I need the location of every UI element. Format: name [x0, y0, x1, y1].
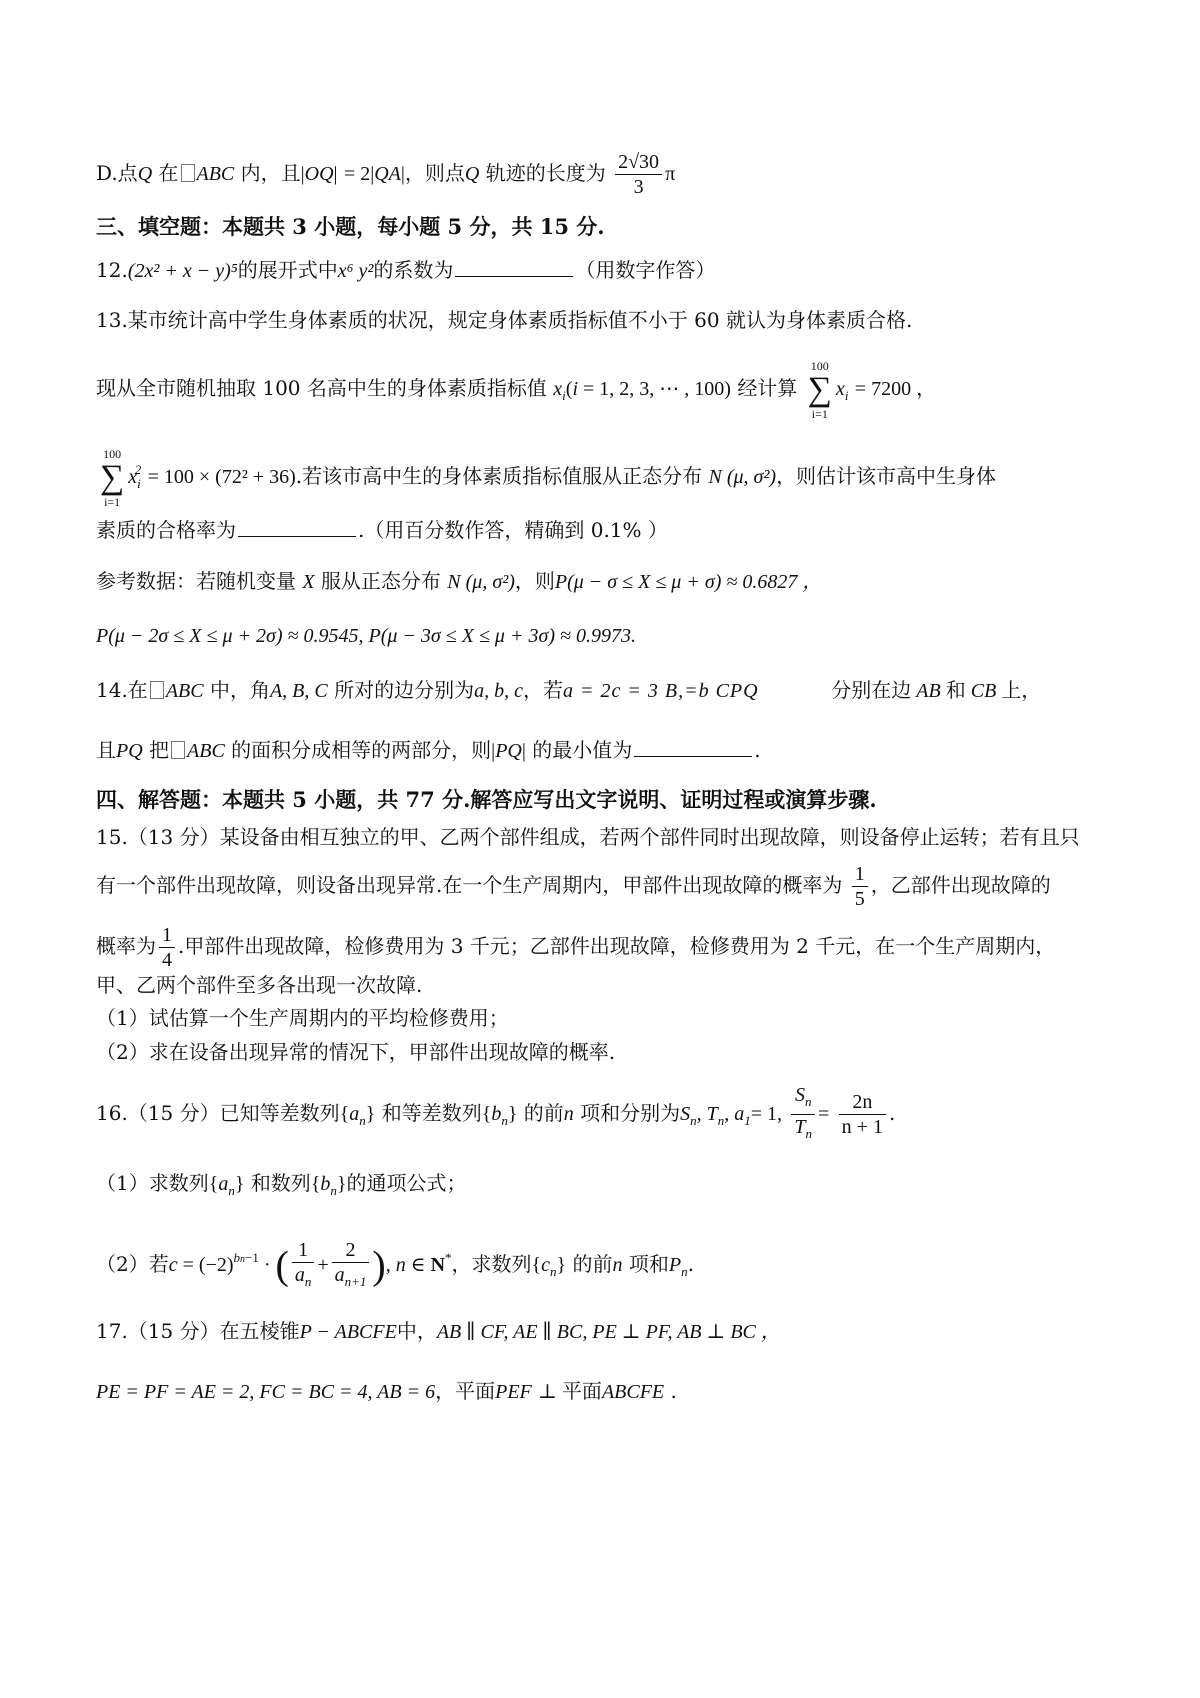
q13-sum2: 100 ∑ i=1 — [100, 446, 125, 509]
q13-line2c: = 7200 ， — [854, 378, 937, 400]
q13-line5e: P(μ − σ ≤ X ≤ μ + σ) ≈ 0.6827 ， — [554, 571, 823, 593]
q12-term: x⁶ y² — [337, 260, 374, 282]
q13-line6 — [96, 620, 1104, 651]
q16-line2b: 和数列 — [250, 1171, 311, 1195]
q13-line3b: .若该市高中生的身体素质指标值服从正态分布 — [295, 464, 703, 488]
q13-line4 — [96, 515, 1104, 545]
q17-line2b: ，平面 — [435, 1379, 496, 1403]
q16-line1e: = 1, — [750, 1103, 783, 1125]
q11d-label: D.点 — [96, 161, 138, 185]
q14-text4: ，若 — [522, 678, 563, 702]
q16-line3d: 项和 — [628, 1252, 669, 1276]
q13-line5a: 参考数据：若随机变量 — [96, 569, 296, 593]
q16-line3e: . — [687, 1252, 694, 1276]
q12 — [96, 255, 1104, 286]
q13-sum1-bot: i=1 — [811, 406, 828, 421]
q12-text3: （用数字作答） — [575, 258, 716, 282]
q14-text2: 中，角 — [209, 678, 270, 702]
triangle-glyph-icon — [171, 741, 185, 759]
q16-term2: $\frac{2}{a_{n+1}}$ — [332, 1238, 370, 1294]
q15-line4: 甲、乙两个部件至多各出现一次故障. — [96, 973, 423, 997]
q16-line1: 16.（15 分）已知等差数列$\{a_n\}$ 和等差数列$\{b_n\}$ 的前n 项和分别为$S_n$, $T_n$, $a_1= 1$, $\frac{S_n}{T_n}$ = $\frac{2n}{n + 1}$ . — [96, 1083, 1104, 1151]
q14-line2a: 且 — [96, 738, 116, 762]
q17-line1b: P − ABCFE — [299, 1321, 397, 1343]
q13-line5c: N (μ, σ²) — [447, 571, 515, 593]
triangle-glyph-icon — [150, 681, 164, 699]
q11d-fraction — [615, 150, 662, 199]
q16-line3a: （2）若 — [96, 1252, 169, 1276]
q17-line1 — [96, 1316, 1104, 1347]
q16-line2: （1）求数列$\{a_n\}$ 和数列$\{b_n\}$的通项公式； — [96, 1171, 467, 1198]
q17-line2 — [96, 1376, 1104, 1407]
q11d-pi: π — [665, 163, 676, 185]
q17-line2d: ⊥ 平面 — [538, 1381, 602, 1403]
q17-line2e: ABCFE — [601, 1381, 665, 1403]
q14-text6: 和 — [945, 678, 966, 702]
q14-garbled-math: a = 2c = 3 B,=b CPQ — [562, 680, 759, 702]
q16-term1: $\frac{1}{a_n}$ — [292, 1238, 315, 1294]
q14-line2c: 的面积分成相等的两部分，则 — [231, 738, 492, 762]
q14-line2e: . — [754, 738, 761, 762]
section3-title: 三、填空题：本题共 3 小题，每小题 5 分，共 15 分. — [96, 214, 605, 239]
section4-title: 四、解答题：本题共 5 小题，共 77 分.解答应写出文字说明、证明过程或演算步骤. — [96, 787, 877, 812]
q14-text3: 所对的边分别为 — [334, 678, 475, 702]
q16-line1d: 项和分别为 — [580, 1101, 681, 1125]
q17-line1a: 17.（15 分）在五棱锥 — [96, 1319, 300, 1343]
q16-line2c: 的通项公式； — [346, 1171, 467, 1195]
q16-frac-num: 2n — [839, 1090, 886, 1115]
q16-line1a: 16.（15 分）已知等差数列 — [96, 1101, 340, 1125]
q13-line4b: .（用百分数作答，精确到 0.1% ） — [358, 518, 668, 542]
q13-line5: 参考数据：若随机变量 X 服从正态分布 N (μ, σ²)，则P(μ − σ ≤ X ≤ μ + σ) ≈ 0.6827 ， — [96, 569, 823, 593]
q16-line1b: 和等差数列 — [381, 1101, 482, 1125]
q17-line2a: PE = PF = AE = 2, FC = BC = 4, AB = 6 — [96, 1381, 436, 1403]
q13-line5b: 服从正态分布 — [320, 569, 441, 593]
q11d-num: 2√30 — [615, 150, 662, 175]
q16-fraction — [839, 1090, 886, 1139]
q15-prob-a-num: 1 — [852, 862, 868, 887]
q15-prob-a — [852, 862, 868, 911]
q13-sum1: 100 ∑ i=1 — [807, 358, 832, 421]
q17-line2c: PEF — [495, 1381, 532, 1403]
q15-line3b: .甲部件出现故障，检修费用为 3 千元；乙部件出现故障，检修费用为 2 千元，在一个生产周期内， — [178, 934, 1056, 958]
q13-line6-text: P(μ − 2σ ≤ X ≤ μ + 2σ) ≈ 0.9545, P(μ − 3σ ≤ X ≤ μ + 3σ) ≈ 0.9973. — [96, 625, 636, 647]
q14-line1: 14.在 ABC 中，角A, B, C 所对的边分别为a, b, c，若a = 2c = 3 B,=b CPQ 分别在边 AB 和 CB 上， — [96, 678, 1042, 702]
q17-line1c: 中， — [396, 1319, 437, 1343]
q16-frac-den: n + 1 — [841, 1116, 883, 1138]
q13-line3: 100 ∑ i=1 $x_i^2 = 100 \times (72^2 + 36)$.若该市高中生的身体素质指标值服从正态分布 N (μ, σ²)，则估计该市高中生身体 — [100, 446, 997, 509]
q15-prob-b — [159, 923, 175, 972]
q14-text7: 上， — [1001, 678, 1042, 702]
q13-line3c: N (μ, σ²) — [708, 466, 777, 488]
q15-prob-b-den: 4 — [162, 949, 172, 971]
q11-option-d: D.点Q 在 ABC 内，且|OQ| = 2|QA|，则点Q 轨迹的长度为 $\frac{2√30}{3}$ π — [96, 151, 676, 198]
q14-line2d: 的最小值为 — [532, 738, 633, 762]
q13-sum2-bot: i=1 — [104, 494, 121, 509]
q13-line3a: = 100 × (72² + 36) — [147, 466, 296, 488]
q15-line3 — [96, 916, 1104, 976]
q13-answer-blank[interactable] — [238, 518, 356, 537]
q12-answer-blank[interactable] — [455, 258, 573, 277]
q15-prob-a-den: 5 — [854, 888, 865, 910]
q16-line3: （2）若$c = (-2)^{bn-1}$ · ( $\frac{1}{a_n}$ + $\frac{2}{a_{n+1}}$ ), n ∈ N*，求数列$\{c_n\}$ 的前n 项和$P_n$. — [96, 1225, 1104, 1305]
q12-expression: (2x² + x − y)⁵ — [127, 260, 238, 282]
q15-line2b: ，乙部件出现故障的 — [870, 873, 1051, 897]
q13-sum2-top: 100 — [103, 446, 122, 461]
q16-line3b: ，求数列 — [451, 1252, 532, 1276]
q13-sum1-top: 100 — [810, 358, 829, 373]
q15-line5: （1）试估算一个生产周期内的平均检修费用； — [96, 1006, 509, 1030]
q12-text2: 的系数为 — [373, 258, 454, 282]
q15-line3a: 概率为 — [96, 934, 156, 958]
q12-number: 12. — [96, 258, 128, 282]
q11d-text4: 轨迹的长度为 — [485, 161, 606, 185]
q11d-den: 3 — [633, 176, 644, 198]
q17-line1d: AB ∥ CF, AE ∥ BC, PE ⊥ PF, AB ⊥ BC ， — [436, 1321, 781, 1343]
q15-line6: （2）求在设备出现异常的情况下，甲部件出现故障的概率. — [96, 1040, 616, 1064]
q16-ratio: $\frac{S_n}{T_n}$ — [791, 1083, 815, 1146]
triangle-glyph-icon — [181, 164, 195, 182]
q13-line1: 13.某市统计高中学生身体素质的状况，规定身体素质指标值不小于 60 就认为身体素质合格. — [96, 308, 913, 332]
q12-text1: 的展开式中 — [237, 258, 338, 282]
q16-line1c: 的前 — [523, 1101, 564, 1125]
q13-line4a: 素质的合格率为 — [96, 518, 236, 542]
q13-line3d: ，则估计该市高中生身体 — [776, 464, 997, 488]
q11d-text3: ，则点 — [404, 161, 465, 185]
q15-line2 — [96, 855, 1104, 915]
q14-text5: 分别在边 — [831, 678, 912, 702]
q15-prob-b-num: 1 — [159, 923, 175, 948]
q14-line2: 且PQ 把 ABC 的面积分成相等的两部分，则|PQ| 的最小值为 . — [96, 738, 761, 762]
q13-line2: 现从全市随机抽取 100 名高中生的身体素质指标值 $x_i(i = 1$, 2, 3, ⋯ , 100) 经计算 100 ∑ i=1 $x_i = 7200$ ， — [96, 358, 937, 421]
q14-answer-blank[interactable] — [634, 738, 752, 757]
q11d-text2: 内，且 — [240, 161, 301, 185]
q15-line2a: 有一个部件出现故障，则设备出现异常.在一个生产周期内，甲部件出现故障的概率为 — [96, 873, 843, 897]
q13-line5d: ，则 — [514, 569, 555, 593]
q11d-text1: 在 — [158, 161, 179, 185]
q14-text1: 14.在 — [96, 678, 148, 702]
q17-line2f: . — [670, 1379, 677, 1403]
q13-line2b: 经计算 — [737, 376, 798, 400]
q15-line1: 15.（13 分）某设备由相互独立的甲、乙两个部件组成，若两个部件同时出现故障，则设备停止运转；若有且只 — [96, 825, 1080, 849]
q11d-eq: = 2 — [343, 163, 371, 185]
q14-line2b: 把 — [149, 738, 170, 762]
q13-line2a: 现从全市随机抽取 100 名高中生的身体素质指标值 — [96, 376, 547, 400]
q16-line2a: （1）求数列 — [96, 1171, 209, 1195]
q16-line3c: 的前 — [572, 1252, 613, 1276]
